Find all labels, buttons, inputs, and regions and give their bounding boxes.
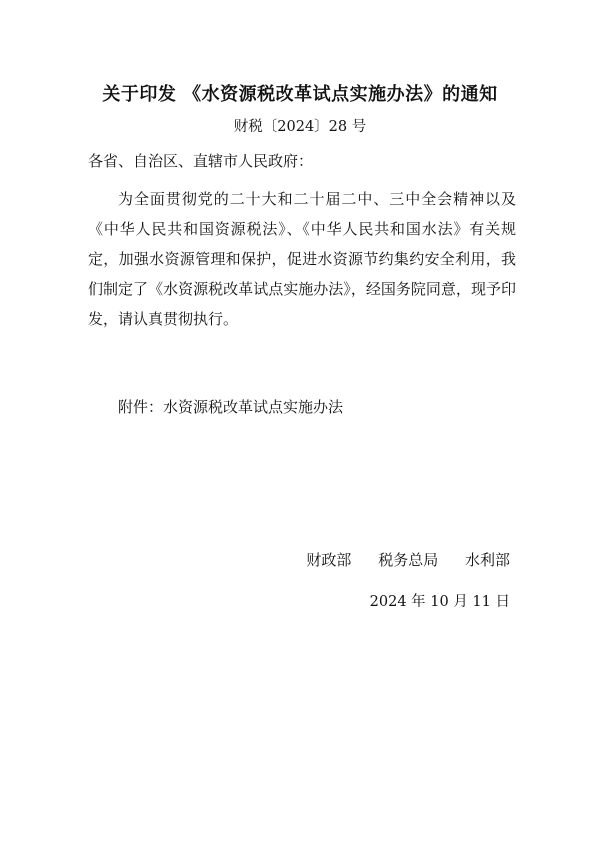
- body-paragraph: 为全面贯彻党的二十大和二十届二中、三中全会精神以及《中华人民共和国资源税法》、《中华人民共和国水法》有关规定，加强水资源管理和保护，促进水资源节约集约安全利用，我们制定了《水资源税改革试点实施办法》，经国务院同意，现予印发，请认真贯彻执行。: [88, 190, 516, 328]
- document-title: 关于印发 《水资源税改革试点实施办法》的通知: [102, 84, 498, 105]
- issue-date: 2024 年 10 月 11 日: [369, 594, 510, 610]
- issuer-taxation-administration: 税务总局: [378, 551, 439, 569]
- attachment-line: 附件：水资源税改革试点实施办法: [118, 398, 344, 416]
- document-number: 财税〔2024〕28 号: [233, 119, 367, 135]
- issuing-authorities: [306, 549, 510, 570]
- issuer-ministry-of-water-resources: 水利部: [464, 551, 510, 569]
- salutation: 各省、自治区、直辖市人民政府：: [88, 152, 314, 170]
- issuer-ministry-of-finance: 财政部: [306, 551, 352, 569]
